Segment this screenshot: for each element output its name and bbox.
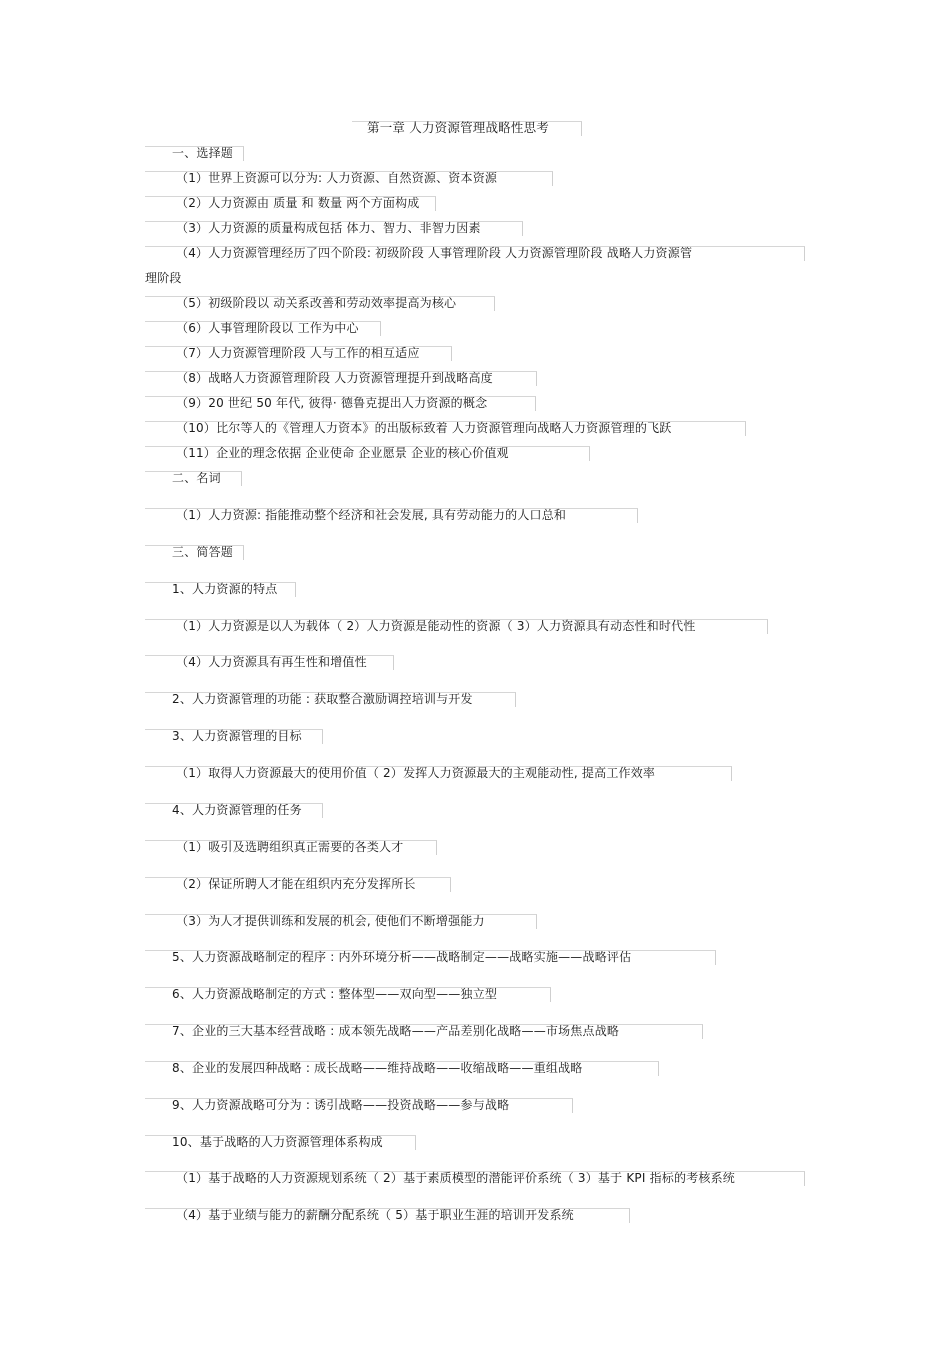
text-line: （4）人力资源具有再生性和增值性 [176,655,367,669]
text-line: 2、人力资源管理的功能 : 获取整合激励调控培训与开发 [172,692,473,706]
text-line: （1）人力资源: 指能推动整个经济和社会发展, 具有劳动能力的人口总和 [176,508,567,522]
section-heading: 一、选择题 [172,146,234,160]
text-line: （2）人力资源由 质量 和 数量 两个方面构成 [176,196,420,210]
text-line: 7、企业的三大基本经营战略 : 成本领先战略——产品差别化战略——市场焦点战略 [172,1024,620,1038]
text-line: （2）保证所聘人才能在组织内充分发挥所长 [176,877,416,891]
text-line: 5、人力资源战略制定的程序 : 内外环境分析——战略制定——战略实施——战略评估 [172,950,632,964]
text-line: 理阶段 [145,271,182,285]
text-line: （1）世界上资源可以分为: 人力资源、自然资源、资本资源 [176,171,498,185]
section-heading: 三、简答题 [172,545,234,559]
text-line: （1）吸引及选聘组织真正需要的各类人才 [176,840,404,854]
text-line: （11）企业的理念依据 企业使命 企业愿景 企业的核心价值观 [176,446,509,460]
text-line: 10、基于战略的人力资源管理体系构成 [172,1135,383,1149]
section-heading: 二、名词 [172,471,221,485]
text-line: （1）基于战略的人力资源规划系统（ 2）基于素质模型的潜能评价系统（ 3）基于 KPI 指标的考核系统 [176,1171,736,1185]
chapter-title: 第一章 人力资源管理战略性思考 [367,120,549,135]
text-line: 1、人力资源的特点 [172,582,278,596]
text-line: （3）为人才提供训练和发展的机会, 使他们不断增强能力 [176,914,485,928]
text-line: （5）初级阶段以 动关系改善和劳动效率提高为核心 [176,296,457,310]
text-line: （3）人力资源的质量构成包括 体力、智力、非智力因素 [176,221,481,235]
text-line: （7）人力资源管理阶段 人与工作的相互适应 [176,346,420,360]
text-line: （4）基于业绩与能力的薪酬分配系统（ 5）基于职业生涯的培训开发系统 [176,1208,574,1222]
text-line: 9、人力资源战略可分为 : 诱引战略——投资战略——参与战略 [172,1098,510,1112]
text-line: （6）人事管理阶段以 工作为中心 [176,321,359,335]
text-line: 3、人力资源管理的目标 [172,729,302,743]
text-line: 6、人力资源战略制定的方式 : 整体型——双向型——独立型 [172,987,498,1001]
text-line: （4）人力资源管理经历了四个阶段: 初级阶段 人事管理阶段 人力资源管理阶段 战略人力资源管 [176,246,693,260]
text-line: （8）战略人力资源管理阶段 人力资源管理提升到战略高度 [176,371,493,385]
text-line: 8、企业的发展四种战略 : 成长战略——维持战略——收缩战略——重组战略 [172,1061,583,1075]
text-line: （9）20 世纪 50 年代, 彼得· 德鲁克提出人力资源的概念 [176,396,488,410]
text-line: （1）人力资源是以人为载体（ 2）人力资源是能动性的资源（ 3）人力资源具有动态性和时代性 [176,619,696,633]
text-line: 4、人力资源管理的任务 [172,803,302,817]
text-line: （10）比尔等人的《管理人力资本》的出版标致着 人力资源管理向战略人力资源管理的飞跃 [176,421,672,435]
text-line: （1）取得人力资源最大的使用价值（ 2）发挥人力资源最大的主观能动性, 提高工作效率 [176,766,656,780]
